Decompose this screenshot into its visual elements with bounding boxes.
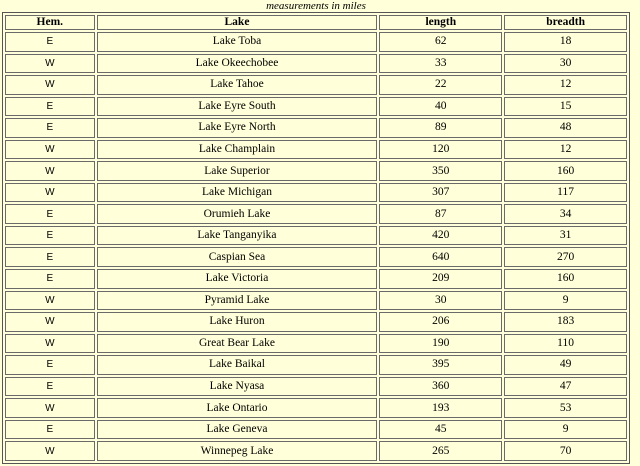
cell-length: 89 — [379, 118, 502, 138]
cell-lake-name: Lake Nyasa — [97, 377, 378, 397]
cell-lake-name: Lake Okeechobee — [97, 54, 378, 74]
table-row — [5, 97, 627, 117]
cell-hemisphere: W — [5, 334, 95, 354]
cell-lake-name: Lake Eyre South — [97, 97, 378, 117]
cell-length: 62 — [379, 32, 502, 52]
cell-hemisphere: E — [5, 32, 95, 52]
lakes-table-container — [2, 12, 630, 464]
cell-breadth: 47 — [504, 377, 627, 397]
header-lake: Lake — [97, 15, 378, 30]
cell-length: 265 — [379, 441, 502, 461]
table-row — [5, 355, 627, 375]
cell-lake-name: Lake Superior — [97, 161, 378, 181]
cell-lake-name: Lake Victoria — [97, 269, 378, 289]
cell-hemisphere: W — [5, 161, 95, 181]
cell-lake-name: Lake Eyre North — [97, 118, 378, 138]
cell-breadth: 183 — [504, 312, 627, 332]
table-row — [5, 269, 627, 289]
cell-lake-name: Lake Champlain — [97, 140, 378, 160]
cell-breadth: 48 — [504, 118, 627, 138]
table-row — [5, 247, 627, 267]
cell-length: 40 — [379, 97, 502, 117]
table-row — [5, 204, 627, 224]
cell-breadth: 31 — [504, 226, 627, 246]
cell-length: 22 — [379, 75, 502, 95]
cell-length: 350 — [379, 161, 502, 181]
cell-lake-name: Lake Ontario — [97, 398, 378, 418]
cell-breadth: 18 — [504, 32, 627, 52]
cell-hemisphere: W — [5, 291, 95, 311]
cell-lake-name: Winnepeg Lake — [97, 441, 378, 461]
cell-hemisphere: W — [5, 140, 95, 160]
table-row — [5, 334, 627, 354]
cell-breadth: 110 — [504, 334, 627, 354]
lakes-table — [2, 12, 630, 464]
cell-lake-name: Lake Huron — [97, 312, 378, 332]
table-row — [5, 377, 627, 397]
cell-hemisphere: E — [5, 377, 95, 397]
cell-lake-name: Great Bear Lake — [97, 334, 378, 354]
cell-breadth: 270 — [504, 247, 627, 267]
cell-lake-name: Lake Toba — [97, 32, 378, 52]
cell-hemisphere: W — [5, 398, 95, 418]
cell-hemisphere: E — [5, 118, 95, 138]
cell-length: 209 — [379, 269, 502, 289]
cell-breadth: 34 — [504, 204, 627, 224]
table-body — [5, 32, 627, 461]
table-row — [5, 441, 627, 461]
cell-hemisphere: W — [5, 75, 95, 95]
cell-breadth: 9 — [504, 291, 627, 311]
cell-hemisphere: E — [5, 269, 95, 289]
cell-breadth: 30 — [504, 54, 627, 74]
cell-length: 30 — [379, 291, 502, 311]
header-hemisphere: Hem. — [5, 15, 95, 30]
table-caption: measurements in miles — [266, 0, 366, 12]
cell-hemisphere: E — [5, 204, 95, 224]
cell-breadth: 12 — [504, 75, 627, 95]
cell-lake-name: Caspian Sea — [97, 247, 378, 267]
cell-lake-name: Lake Baikal — [97, 355, 378, 375]
cell-length: 360 — [379, 377, 502, 397]
cell-lake-name: Lake Geneva — [97, 420, 378, 440]
cell-hemisphere: E — [5, 226, 95, 246]
cell-length: 420 — [379, 226, 502, 246]
table-row — [5, 183, 627, 203]
cell-lake-name: Lake Tahoe — [97, 75, 378, 95]
cell-length: 307 — [379, 183, 502, 203]
cell-breadth: 53 — [504, 398, 627, 418]
cell-hemisphere: E — [5, 97, 95, 117]
cell-length: 87 — [379, 204, 502, 224]
cell-length: 120 — [379, 140, 502, 160]
table-row — [5, 312, 627, 332]
cell-breadth: 160 — [504, 161, 627, 181]
cell-lake-name: Pyramid Lake — [97, 291, 378, 311]
cell-hemisphere: W — [5, 54, 95, 74]
table-row — [5, 75, 627, 95]
cell-breadth: 70 — [504, 441, 627, 461]
cell-breadth: 160 — [504, 269, 627, 289]
cell-breadth: 9 — [504, 420, 627, 440]
header-length: length — [379, 15, 502, 30]
cell-hemisphere: E — [5, 355, 95, 375]
cell-breadth: 49 — [504, 355, 627, 375]
table-row — [5, 161, 627, 181]
table-row — [5, 291, 627, 311]
cell-breadth: 117 — [504, 183, 627, 203]
table-row — [5, 226, 627, 246]
cell-hemisphere: W — [5, 183, 95, 203]
cell-lake-name: Lake Michigan — [97, 183, 378, 203]
cell-length: 33 — [379, 54, 502, 74]
table-row — [5, 140, 627, 160]
cell-hemisphere: E — [5, 247, 95, 267]
header-row — [5, 15, 627, 30]
cell-length: 193 — [379, 398, 502, 418]
cell-lake-name: Orumieh Lake — [97, 204, 378, 224]
cell-length: 395 — [379, 355, 502, 375]
cell-breadth: 15 — [504, 97, 627, 117]
cell-length: 640 — [379, 247, 502, 267]
cell-length: 45 — [379, 420, 502, 440]
table-row — [5, 398, 627, 418]
table-row — [5, 118, 627, 138]
table-row — [5, 32, 627, 52]
cell-length: 206 — [379, 312, 502, 332]
table-row — [5, 54, 627, 74]
cell-hemisphere: W — [5, 441, 95, 461]
cell-breadth: 12 — [504, 140, 627, 160]
cell-hemisphere: W — [5, 312, 95, 332]
table-row — [5, 420, 627, 440]
cell-length: 190 — [379, 334, 502, 354]
cell-lake-name: Lake Tanganyika — [97, 226, 378, 246]
cell-hemisphere: E — [5, 420, 95, 440]
header-breadth: breadth — [504, 15, 627, 30]
